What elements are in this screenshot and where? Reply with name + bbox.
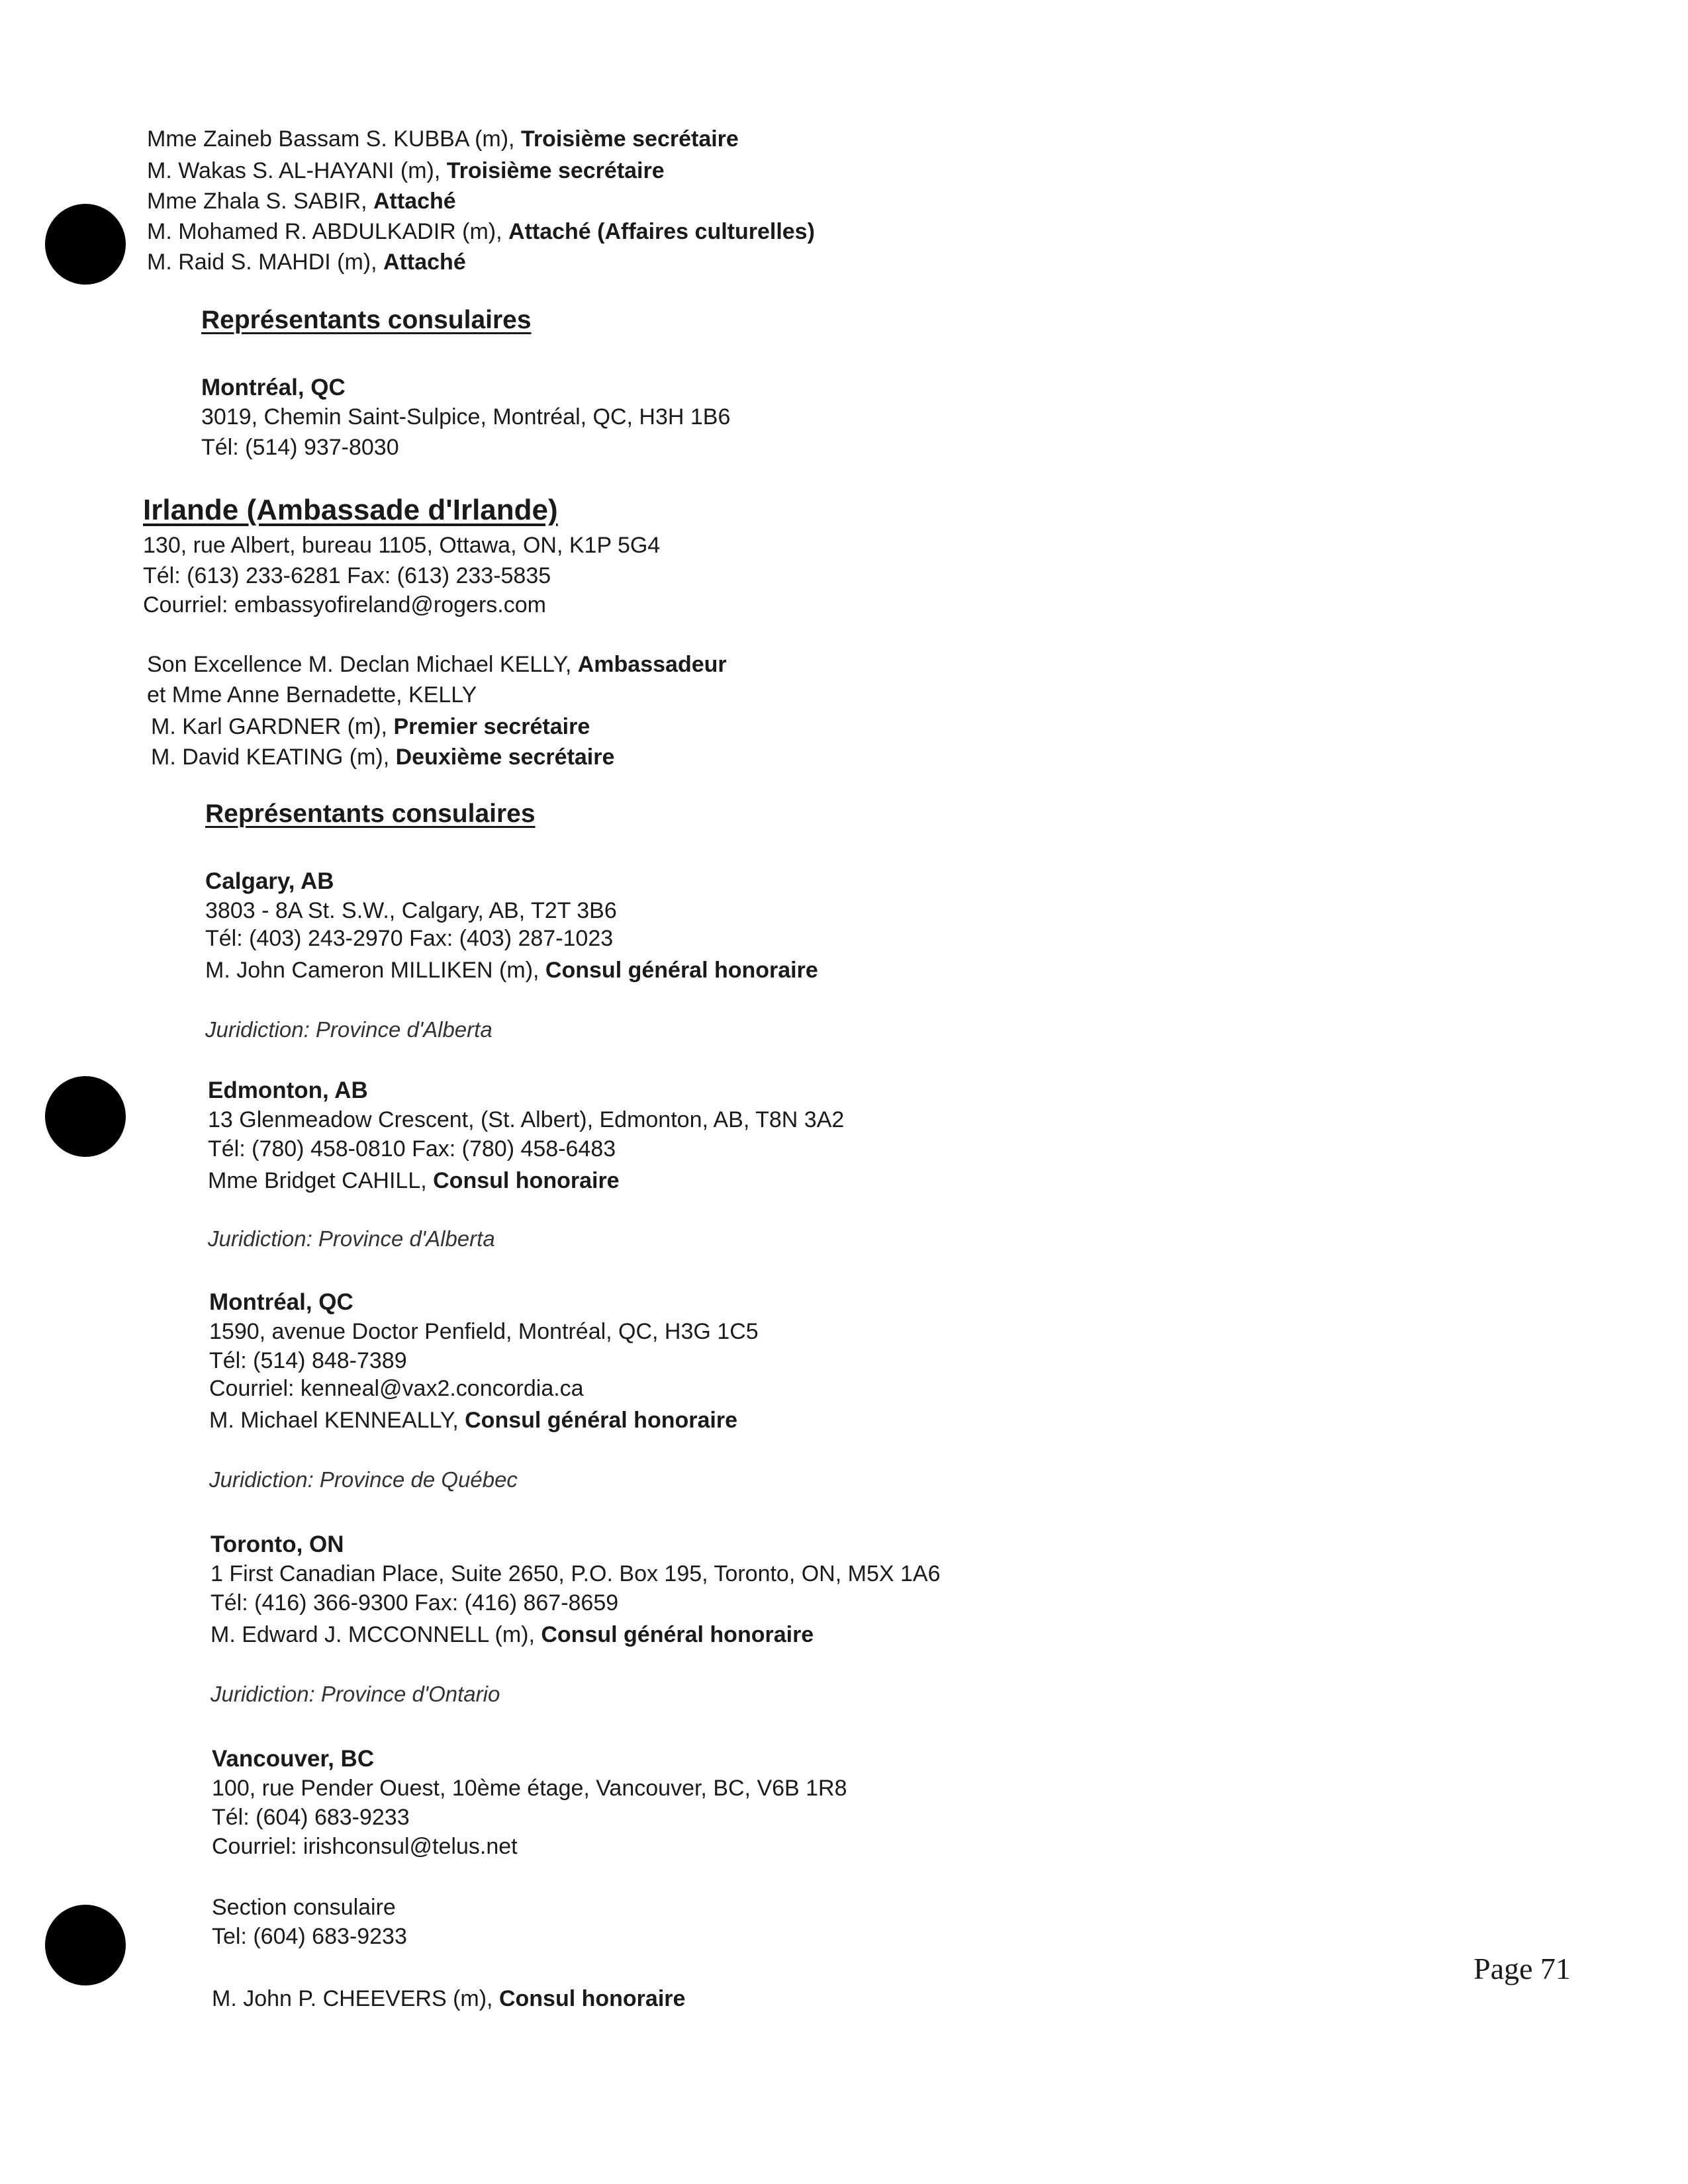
staff-line: M. Karl GARDNER (m), Premier secrétaire xyxy=(151,714,590,739)
section-phone: Tel: (604) 683-9233 xyxy=(212,1924,407,1949)
staff-line: Son Excellence M. Declan Michael KELLY, Ambassadeur xyxy=(147,652,727,677)
address: 13 Glenmeadow Crescent, (St. Albert), Edmonton, AB, T8N 3A2 xyxy=(208,1107,845,1132)
consul-line: M. John P. CHEEVERS (m), Consul honoraire xyxy=(212,1986,686,2011)
city-name: Edmonton, AB xyxy=(208,1077,368,1103)
address: 1590, avenue Doctor Penfield, Montréal, QC, H3G 1C5 xyxy=(209,1319,759,1344)
staff-line: M. Raid S. MAHDI (m), Attaché xyxy=(147,250,466,275)
jurisdiction: Juridiction: Province de Québec xyxy=(209,1467,518,1492)
email: Courriel: embassyofireland@rogers.com xyxy=(143,592,546,617)
staff-line: M. Wakas S. AL-HAYANI (m), Troisième secrétaire xyxy=(147,158,665,183)
staff-line: Mme Zaineb Bassam S. KUBBA (m), Troisième secrétaire xyxy=(147,126,739,152)
consular-heading: Représentants consulaires xyxy=(205,799,536,828)
address: 100, rue Pender Ouest, 10ème étage, Vancouver, BC, V6B 1R8 xyxy=(212,1776,847,1801)
phone: Tél: (514) 848-7389 xyxy=(209,1348,407,1373)
consul-line: M. Michael KENNEALLY, Consul général honoraire xyxy=(209,1408,737,1433)
address: 3803 - 8A St. S.W., Calgary, AB, T2T 3B6 xyxy=(205,898,617,923)
country-heading: Irlande (Ambassade d'Irlande) xyxy=(143,494,558,526)
address: 3019, Chemin Saint-Sulpice, Montréal, QC, H3H 1B6 xyxy=(201,404,731,430)
email: Courriel: irishconsul@telus.net xyxy=(212,1834,518,1859)
jurisdiction: Juridiction: Province d'Ontario xyxy=(211,1682,500,1706)
phone: Tél: (604) 683-9233 xyxy=(212,1805,410,1830)
phone: Tél: (514) 937-8030 xyxy=(201,435,399,460)
consular-heading: Représentants consulaires xyxy=(201,306,532,334)
consul-line: Mme Bridget CAHILL, Consul honoraire xyxy=(208,1168,620,1193)
city-name: Montréal, QC xyxy=(209,1289,353,1315)
staff-line: et Mme Anne Bernadette, KELLY xyxy=(147,682,477,707)
city-name: Vancouver, BC xyxy=(212,1746,375,1772)
phone-fax: Tél: (780) 458-0810 Fax: (780) 458-6483 xyxy=(208,1136,616,1161)
jurisdiction: Juridiction: Province d'Alberta xyxy=(208,1226,495,1251)
city-name: Montréal, QC xyxy=(201,375,346,400)
page-number: Page 71 xyxy=(1474,1952,1571,1985)
punch-hole-top xyxy=(45,204,126,285)
phone-fax: Tél: (416) 366-9300 Fax: (416) 867-8659 xyxy=(211,1590,619,1615)
address: 130, rue Albert, bureau 1105, Ottawa, ON, K1P 5G4 xyxy=(143,533,661,558)
punch-hole-middle xyxy=(45,1076,126,1157)
staff-line: Mme Zhala S. SABIR, Attaché xyxy=(147,189,456,214)
phone-fax: Tél: (613) 233-6281 Fax: (613) 233-5835 xyxy=(143,563,551,588)
jurisdiction: Juridiction: Province d'Alberta xyxy=(205,1017,492,1042)
staff-line: M. Mohamed R. ABDULKADIR (m), Attaché (Affaires culturelles) xyxy=(147,219,815,244)
section-label: Section consulaire xyxy=(212,1895,396,1920)
consul-line: M. Edward J. MCCONNELL (m), Consul général honoraire xyxy=(211,1622,814,1647)
consul-line: M. John Cameron MILLIKEN (m), Consul général honoraire xyxy=(205,958,818,983)
city-name: Toronto, ON xyxy=(211,1531,344,1557)
staff-line: M. David KEATING (m), Deuxième secrétaire xyxy=(151,745,615,770)
email: Courriel: kenneal@vax2.concordia.ca xyxy=(209,1376,584,1401)
phone-fax: Tél: (403) 243-2970 Fax: (403) 287-1023 xyxy=(205,926,614,951)
address: 1 First Canadian Place, Suite 2650, P.O. Box 195, Toronto, ON, M5X 1A6 xyxy=(211,1561,941,1586)
punch-hole-bottom xyxy=(45,1905,126,1985)
city-name: Calgary, AB xyxy=(205,868,334,894)
